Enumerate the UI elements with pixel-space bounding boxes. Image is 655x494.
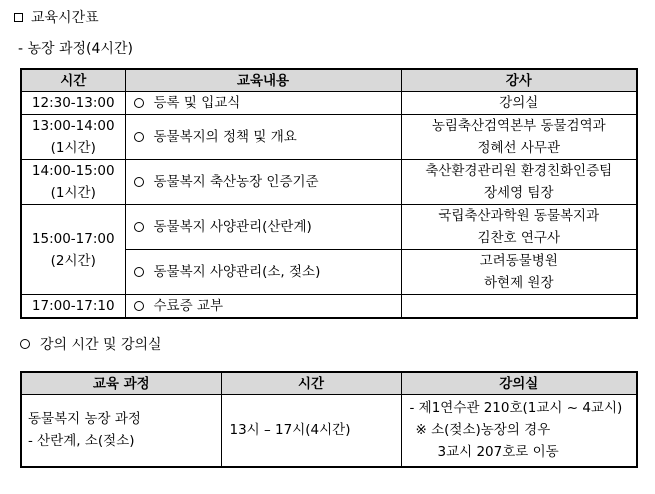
circle-bullet-icon — [134, 222, 144, 232]
instructor-cell: 축산환경관리원 환경친화인증팀 장세영 팀장 — [401, 160, 637, 205]
checkbox-square-icon — [14, 13, 23, 22]
circle-bullet-icon — [134, 98, 144, 108]
room-cell: - 제1연수관 210호(1교시 ~ 4교시) ※ 소(젖소)농장의 경우 3교시 207호로 이동 — [401, 395, 637, 467]
header-course: 교육 과정 — [21, 372, 221, 395]
circle-bullet-icon — [134, 301, 144, 311]
time-cell: 12:30-13:00 — [21, 92, 125, 115]
topic-cell: 등록 및 입교식 — [125, 92, 401, 115]
topic-cell: 동물복지 축산농장 인증기준 — [125, 160, 401, 205]
topic-cell: 동물복지 사양관리(산란계) — [125, 205, 401, 250]
topic-cell: 수료증 교부 — [125, 295, 401, 319]
schedule-header-row — [21, 69, 637, 92]
section-heading-schedule — [14, 7, 99, 27]
time-cell: 15:00-17:00 (2시간) — [21, 205, 125, 295]
topic-cell: 동물복지 사양관리(소, 젖소) — [125, 250, 401, 295]
table-row — [21, 160, 637, 205]
section-heading-lecture-text: 강의 시간 및 강의실 — [40, 337, 162, 353]
header-time: 시간 — [221, 372, 401, 395]
circle-bullet-icon — [20, 339, 30, 349]
circle-bullet-icon — [134, 267, 144, 277]
instructor-cell: 국립축산과학원 동물복지과 김찬호 연구사 — [401, 205, 637, 250]
section-heading-schedule-text: 교육시간표 — [31, 10, 99, 26]
time-cell: 17:00-17:10 — [21, 295, 125, 319]
instructor-cell: 고려동물병원 하현제 원장 — [401, 250, 637, 295]
table-row — [21, 395, 637, 467]
circle-bullet-icon — [134, 177, 144, 187]
table-row — [21, 205, 637, 250]
header-instructor: 강사 — [401, 69, 637, 92]
instructor-cell: 농림축산검역본부 동물검역과 정혜선 사무관 — [401, 115, 637, 160]
circle-bullet-icon — [134, 132, 144, 142]
time-cell: 13시 – 17시(4시간) — [221, 395, 401, 467]
instructor-cell: 강의실 — [401, 92, 637, 115]
table-row — [21, 115, 637, 160]
time-cell: 14:00-15:00 (1시간) — [21, 160, 125, 205]
header-time: 시간 — [21, 69, 125, 92]
lecture-table — [20, 371, 638, 468]
subheading-farm-course-text: - 농장 과정(4시간) — [18, 41, 133, 57]
course-cell: 동물복지 농장 과정 - 산란계, 소(젖소) — [21, 395, 221, 467]
topic-cell: 동물복지의 정책 및 개요 — [125, 115, 401, 160]
lecture-header-row — [21, 372, 637, 395]
header-room: 강의실 — [401, 372, 637, 395]
subheading-farm-course — [18, 38, 133, 58]
table-row — [21, 92, 637, 115]
instructor-cell — [401, 295, 637, 319]
header-content: 교육내용 — [125, 69, 401, 92]
table-row — [21, 295, 637, 319]
schedule-table — [20, 68, 638, 319]
section-heading-lecture — [20, 334, 162, 354]
time-cell: 13:00-14:00 (1시간) — [21, 115, 125, 160]
